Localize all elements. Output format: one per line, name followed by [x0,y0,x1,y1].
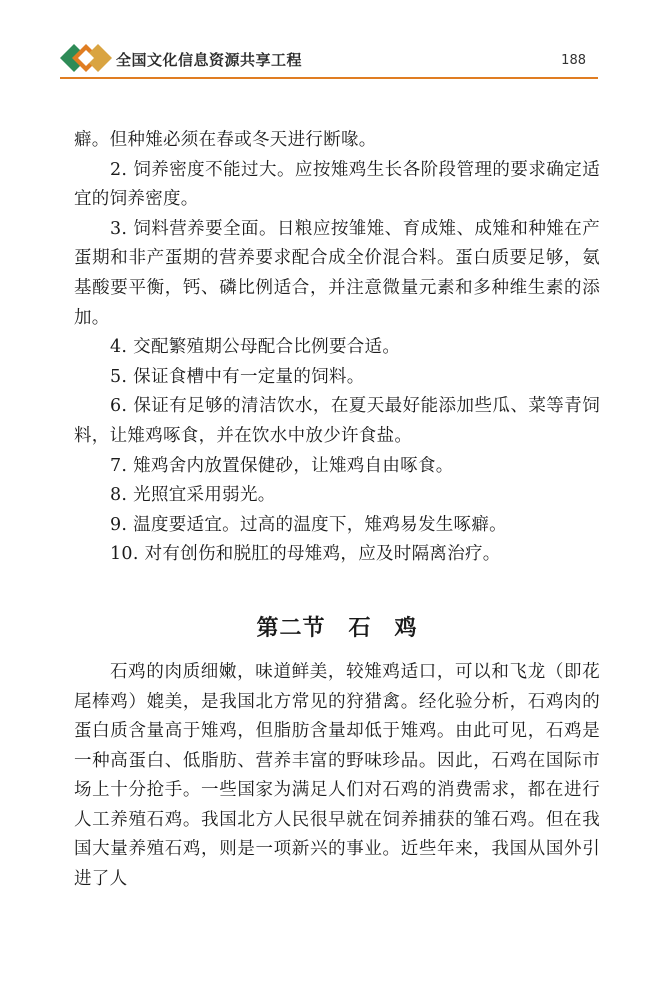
header-rule [60,77,598,79]
paragraph: 7. 雉鸡舍内放置保健砂，让雉鸡自由啄食。 [110,455,454,476]
page-number: 188 [561,53,586,68]
header-title: 全国文化信息资源共享工程 [116,51,303,69]
paragraph: 6. 保证有足够的清洁饮水，在夏天最好能添加些瓜、菜等青饲料，让雉鸡啄食，并在饮水中放少许食盐。 [74,396,600,446]
project-logo-icon [60,40,112,76]
paragraph: 3. 饲料营养要全面。日粮应按雏雉、育成雉、成雉和种雉在产蛋期和非产蛋期的营养要求配合成全价混合料。蛋白质要足够，氨基酸要平衡，钙、磷比例适合，并注意微量元素和多种维生素的添加。 [74,218,600,328]
page-header [60,38,598,78]
paragraph: 石鸡的肉质细嫩，味道鲜美，较雉鸡适口，可以和飞龙（即花尾棒鸡）媲美，是我国北方常见的狩猎禽。经化验分析，石鸡肉的蛋白质含量高于雉鸡，但脂肪含量却低于雉鸡。由此可见，石鸡是一种高蛋白、低脂肪、营养丰富的野味珍品。因此，石鸡在国际市场上十分抢手。一些国家为满足人们对石鸡的消费需求，都在进行人工养殖石鸡。我国北方人民很早就在饲养捕获的雏石鸡。但在我国大量养殖石鸡，则是一项新兴的事业。近些年来，我国从国外引进了人 [74,661,600,890]
section-title: 第二节 石 鸡 [256,615,418,641]
paragraph: 8. 光照宜采用弱光。 [110,485,276,506]
paragraph: 5. 保证食槽中有一定量的饲料。 [110,366,365,387]
paragraph: 4. 交配繁殖期公母配合比例要合适。 [110,337,401,358]
paragraph: 10. 对有创伤和脱肛的母雉鸡，应及时隔离治疗。 [110,544,501,565]
paragraph: 2. 饲养密度不能过大。应按雉鸡生长各阶段管理的要求确定适宜的饲养密度。 [74,159,600,210]
paragraph: 9. 温度要适宜。过高的温度下，雉鸡易发生啄癖。 [110,514,507,535]
page-body [74,126,600,895]
paragraph: 癖。但种雉必须在春或冬天进行断喙。 [74,130,377,150]
